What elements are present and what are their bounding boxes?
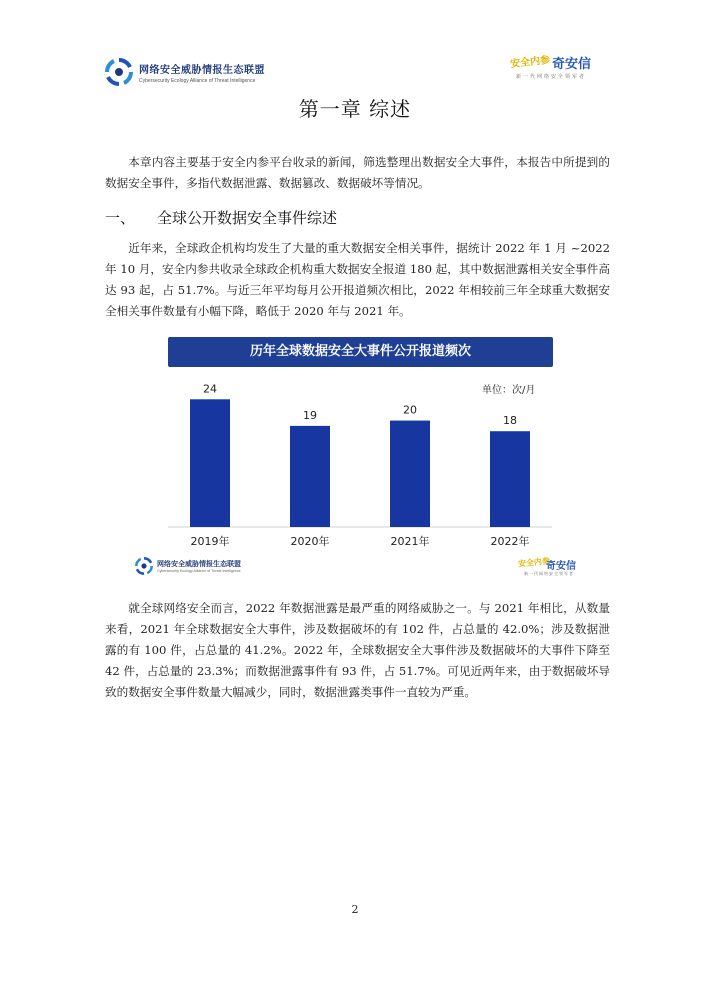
bar-value-label: 18 (503, 414, 517, 428)
chart-footer-logo-mark: 安全内参 (517, 556, 551, 569)
page-header (0, 0, 710, 100)
bar-value-label: 20 (403, 403, 417, 417)
x-tick-label: 2019年 (190, 535, 230, 548)
alliance-name-cn: 网络安全威胁情报生态联盟 (139, 64, 265, 76)
section-number: 一、 (105, 209, 136, 227)
chart-footer-logo-brand: 奇安信 (546, 561, 576, 572)
alliance-logo (105, 55, 265, 89)
alliance-emblem-icon (105, 58, 133, 86)
chart-footer-alliance-logo (135, 557, 241, 575)
bar-value-label: 24 (203, 382, 217, 396)
logo-slogan: 新一代网络安全领军者 (516, 74, 587, 80)
section-title: 全球公开数据安全事件综述 (157, 209, 338, 227)
x-tick-label: 2021年 (390, 535, 430, 548)
chart-unit-label: 单位：次/月 (482, 385, 536, 396)
body-paragraph-3: 就全球网络安全而言，2022 年数据泄露是最严重的网络威胁之一。与 2021 年相比，从数量来看，2021 年全球数据安全大事件，涉及数据破坏的有 102 件，占总量的 42.0%；涉及数据泄露的有 100 件，占总量的 41.2%。2022 年，全球数据安全大事件涉及数据破坏的大事件下降至 42 件，占总量的 23.3%；而数据泄露事件有 93 件，占 51.7%。可见近两年来，由于数据破坏导致的数据安全事件数量大幅减少，同时，数据泄露类事件一直较为严重。 (105, 601, 610, 699)
chart-bar (290, 426, 330, 527)
x-tick-label: 2020年 (290, 535, 330, 548)
chart-footer (157, 553, 576, 583)
page-number: 2 (351, 903, 359, 916)
section-heading (105, 207, 337, 228)
x-tick-label: 2022年 (490, 535, 530, 548)
chapter-title: 第一章 综述 (298, 97, 412, 121)
bar-value-label: 19 (303, 408, 317, 422)
qianxin-logo (508, 53, 608, 85)
chart-footer-alliance-cn: 网络安全威胁情报生态联盟 (157, 560, 241, 568)
logo-brand: 奇安信 (552, 57, 592, 72)
logo-mark: 安全内参 (509, 54, 551, 71)
chart-footer-alliance-en: Cybersecurity Ecology Alliance of Threat Intelligence (157, 569, 241, 573)
intro-paragraph: 本章内容主要基于安全内参平台收录的新闻，筛选整理出数据安全大事件，本报告中所提到的数据安全事件，多指代数据泄露、数据篡改、数据破坏等情况。 (105, 155, 610, 190)
chart-plot (160, 333, 560, 558)
chart-bar (190, 399, 230, 527)
alliance-emblem-icon (135, 557, 153, 575)
chart-bar (490, 431, 530, 527)
bar-chart (157, 333, 576, 588)
chart-footer-logo-slogan: 新一代网络安全领军者 (524, 571, 574, 576)
chart-bar (390, 421, 430, 527)
alliance-name-en: Cybersecurity Ecology Alliance of Threat Intelligence (139, 77, 256, 84)
chart-title: 历年全球数据安全大事件公开报道频次 (168, 337, 553, 367)
body-paragraph-2: 近年来，全球政企机构均发生了大量的重大数据安全相关事件，据统计 2022 年 1 月 ~2022 年 10 月，安全内参共收录全球政企机构重大数据安全报道 180 起，其中数据泄露相关安全事件高达 93 起，占 51.7%。与近三年平均每月公开报道频次相比，2022 年相较前三年全球重大数据安全相关事件数量有小幅下降，略低于 2020 年与 2021 年。 (105, 241, 610, 318)
